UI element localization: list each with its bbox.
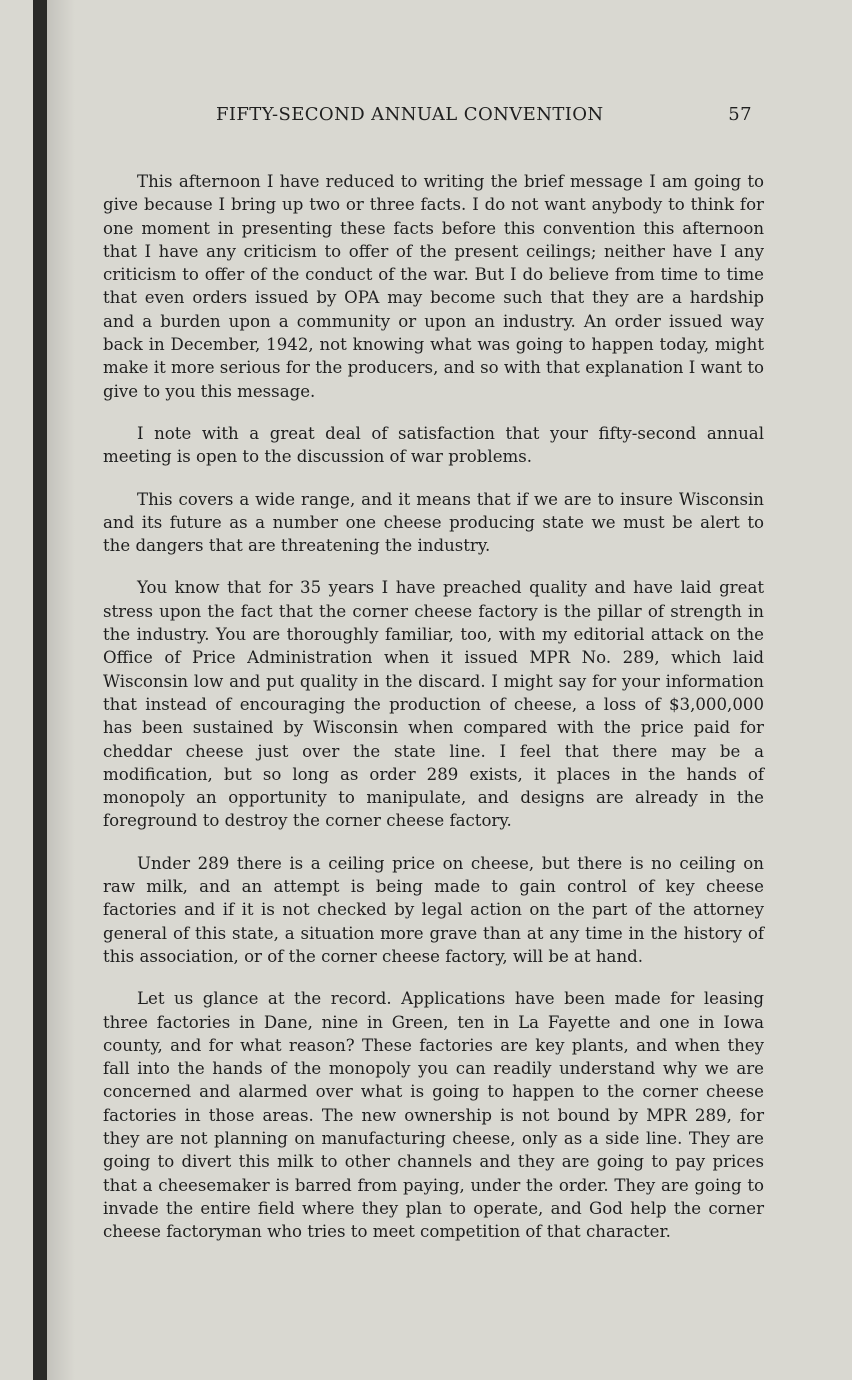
paragraph: Let us glance at the record. Applications have been made for leasing three factories in Dane, nine in Green, ten in La Fayette and one in Iowa county, and for what reason? These factories are key plants, and when they fall into the hands of the monopoly you can readily understand why we are concerned and alarmed over what is going to happen to the corner cheese factories in those areas. The new ownership is not bound by MPR 289, for they are not planning on manufacturing cheese, only as a side line. They are going to divert this milk to other channels and they are going to pay prices that a cheesemaker is barred from paying, under the order. They are going to invade the entire field where they plan to operate, and God help the corner cheese factoryman who tries to meet competition of that character. — [103, 989, 764, 1242]
paragraph: Under 289 there is a ceiling price on cheese, but there is no ceiling on raw milk, and an attempt is being made to gain control of key cheese factories and if it is not checked by legal action on the part of the attorney general of this state, a situation more grave than at any time in the history of this association, or of the corner cheese factory, will be at hand. — [103, 853, 764, 966]
running-header-title: FIFTY-SECOND ANNUAL CONVENTION — [216, 104, 604, 125]
paragraph: You know that for 35 years I have preached quality and have laid great stress upon the fact that the corner cheese factory is the pillar of strength in the industry. You are thoroughly familiar, too, with my editorial attack on the Office of Price Administration when it issued MPR No. 289, which laid Wisconsin low and put quality in the discard. I might say for your information that instead of encouraging the production of cheese, a loss of $3,000,000 has been sustained by Wisconsin when compared with the price paid for cheddar cheese just over the state line. I feel that there may be a modification, but so long as order 289 exists, it places in the hands of monopoly an opportunity to manipulate, and designs are already in the foreground to destroy the corner cheese factory. — [103, 578, 764, 831]
paragraph: This afternoon I have reduced to writing the brief message I am going to give because I bring up two or three facts. I do not want anybody to think for one moment in presenting these facts before this convention this afternoon that I have any criticism to offer of the present ceilings; neither have I any criticism to offer of the conduct of the war. But I do believe from time to time that even orders issued by OPA may become such that they are a hardship and a burden upon a community or upon an industry. An order issued way back in December, 1942, not knowing what was going to happen today, might make it more serious for the producers, and so with that explanation I want to give to you this message. — [103, 172, 764, 401]
page-number: 57 — [728, 104, 752, 125]
book-binding-edge — [33, 0, 47, 1380]
gutter-shadow — [47, 0, 75, 1380]
running-header — [216, 104, 752, 130]
paragraph: This covers a wide range, and it means that if we are to insure Wisconsin and its future as a number one cheese producing state we must be alert to the dangers that are threatening the industry. — [103, 489, 764, 556]
body-text — [103, 170, 764, 1262]
paragraph: I note with a great deal of satisfaction that your fifty-second annual meeting is open to the discussion of war problems. — [103, 423, 764, 467]
